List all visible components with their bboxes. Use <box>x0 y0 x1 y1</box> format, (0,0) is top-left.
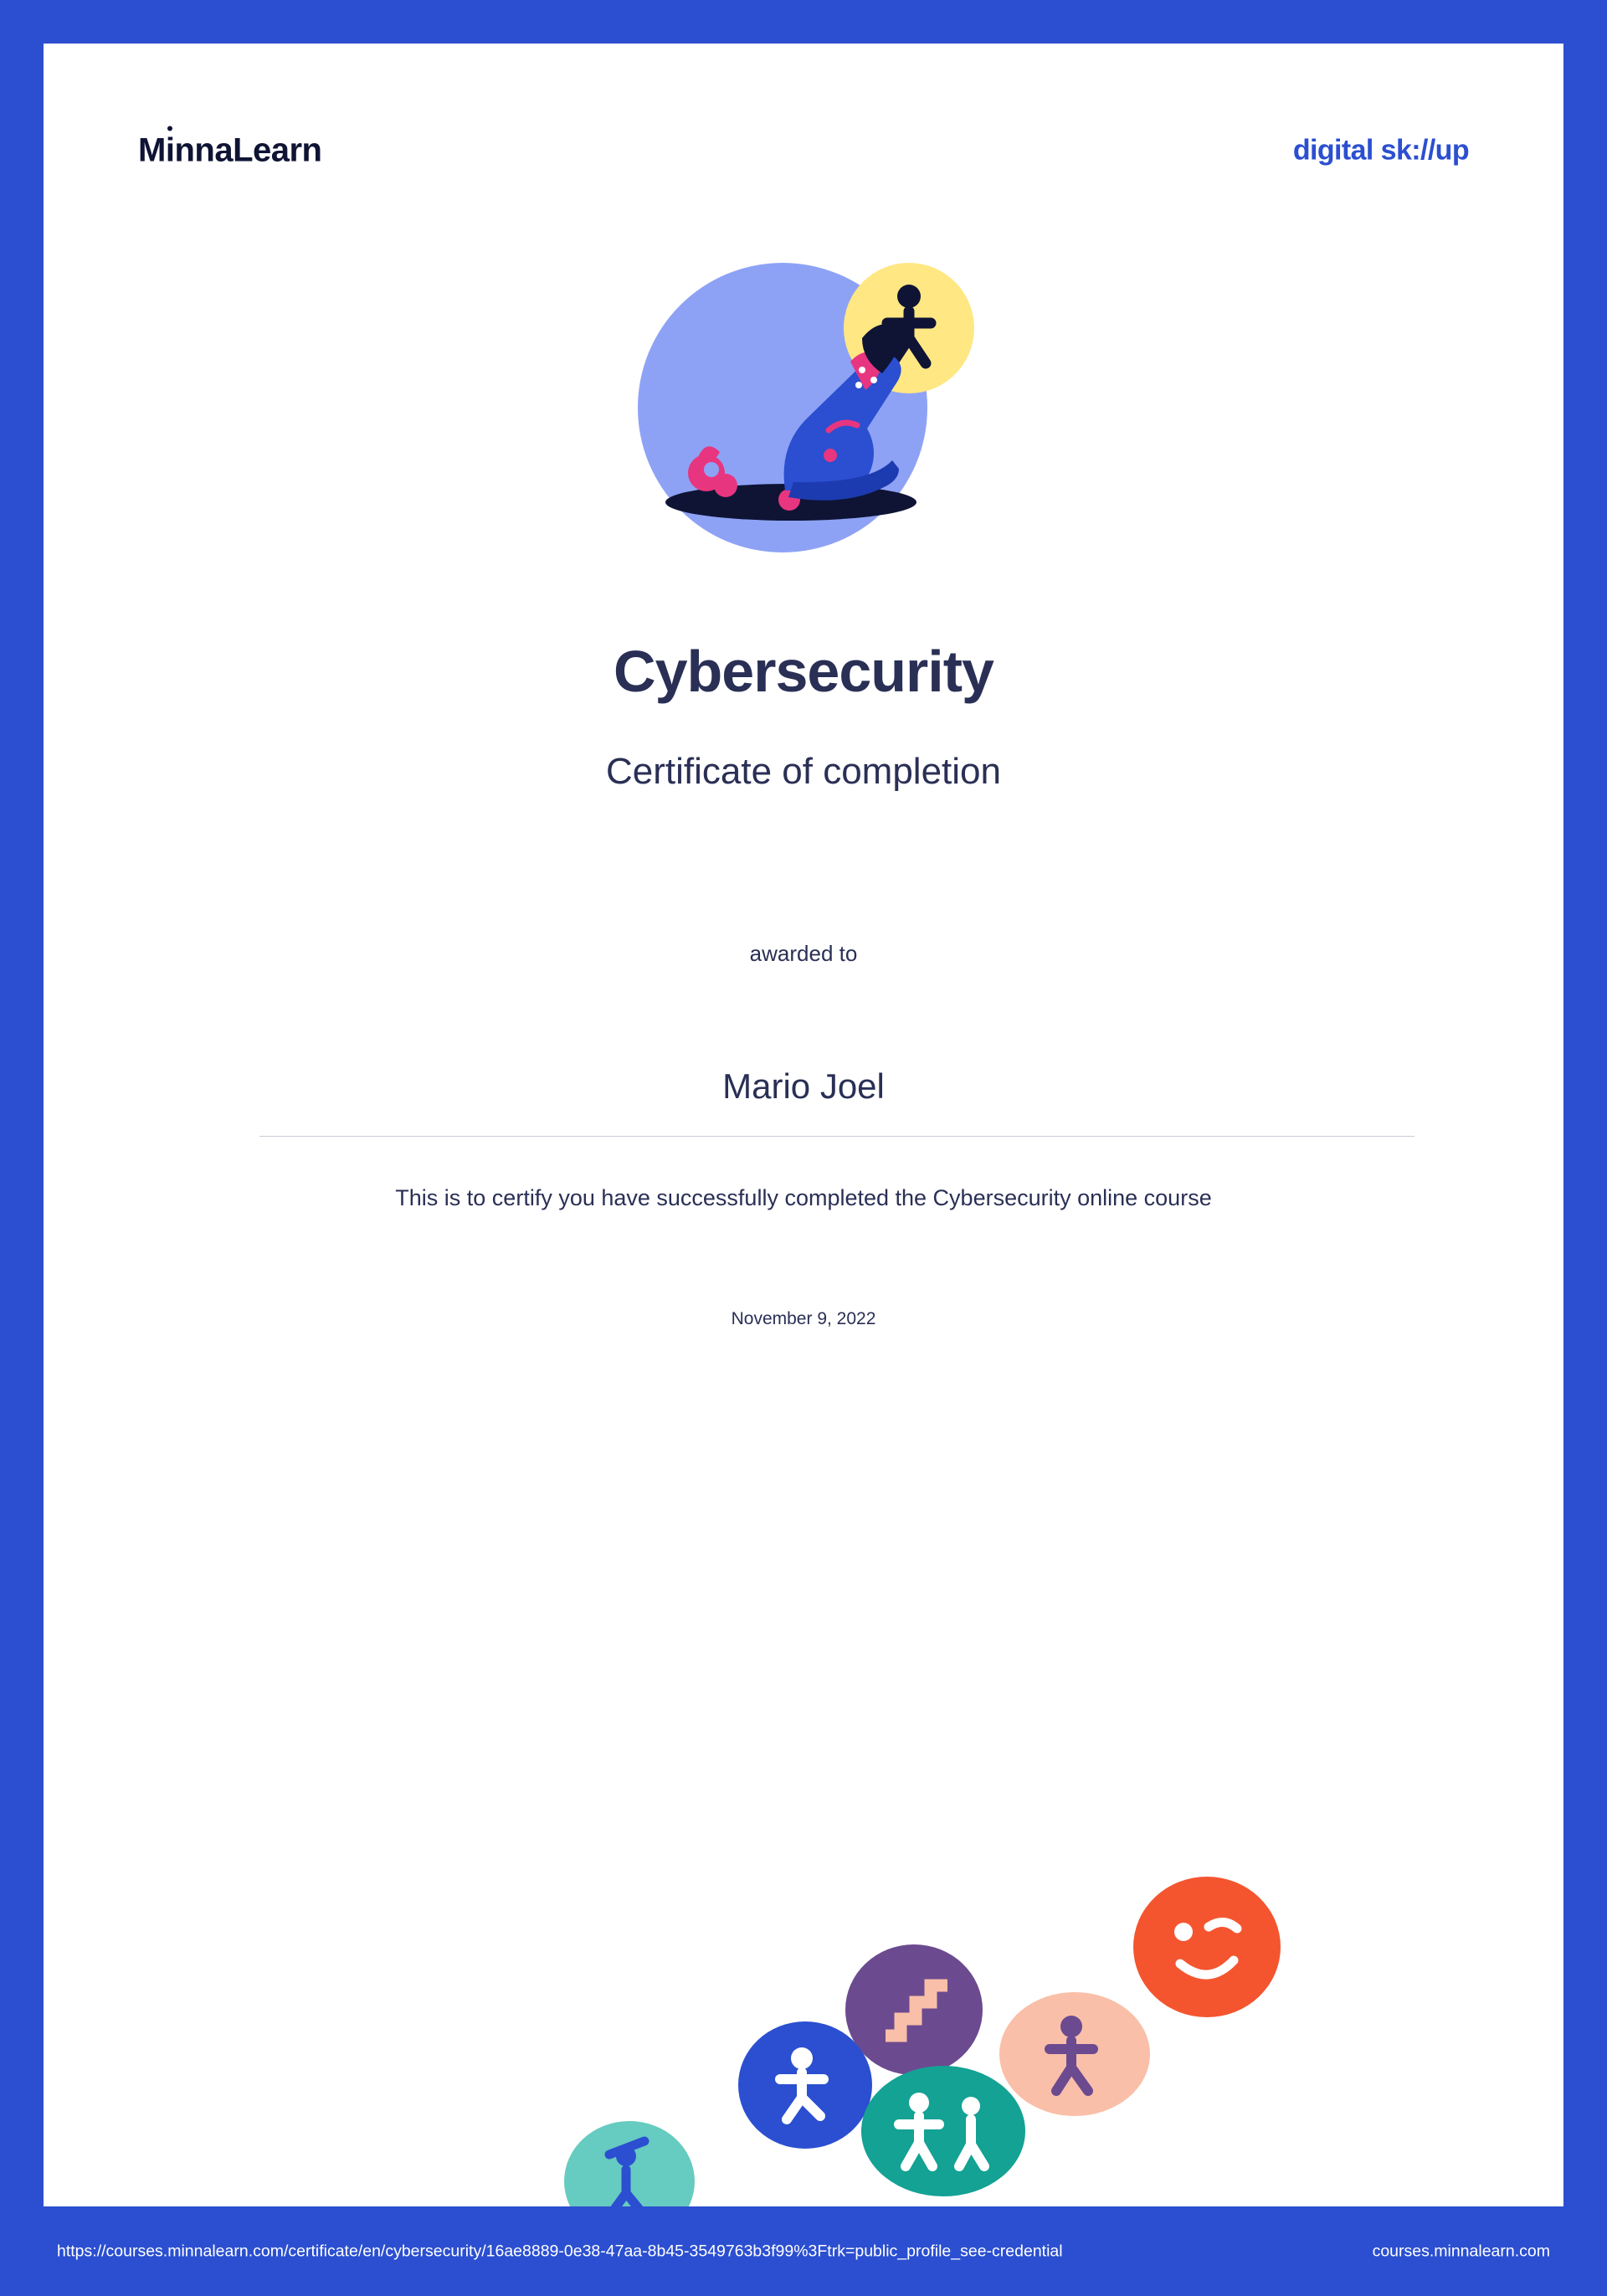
awarded-to-label: awarded to <box>749 941 858 966</box>
certificate-header <box>44 44 1563 194</box>
certification-statement: This is to certify you have successfully completed the Cybersecurity online course <box>395 1185 1212 1210</box>
digital-skillup-logo: digital sk://up <box>1292 134 1469 167</box>
hero-illustration <box>611 236 996 562</box>
certificate-url[interactable]: https://courses.minnalearn.com/certificate/en/cybersecurity/16ae8889-0e38-47aa-8b45-3549763b3f99%3Ftrk=public_profile_see-credential <box>57 2242 1063 2260</box>
certificate-paper <box>44 44 1563 2206</box>
minnalearn-logo <box>138 132 322 170</box>
certificate-title: Cybersecurity <box>614 639 993 704</box>
certificate-subtitle: Certificate of completion <box>606 751 1001 792</box>
bottom-illustration <box>412 1855 1383 2206</box>
brand-text-i: i <box>165 131 175 169</box>
recipient-divider <box>259 1136 1414 1137</box>
recipient-name: Mario Joel <box>722 1066 885 1106</box>
person-shoe-icon <box>611 236 996 562</box>
brand-text-post: nnaLearn <box>174 131 322 169</box>
people-blobs-icon <box>412 1855 1383 2206</box>
brand-text-pre: M <box>138 131 166 169</box>
site-domain[interactable]: courses.minnalearn.com <box>1372 2242 1550 2260</box>
certificate-date: November 9, 2022 <box>731 1309 876 1328</box>
footer-bar <box>0 2206 1607 2296</box>
